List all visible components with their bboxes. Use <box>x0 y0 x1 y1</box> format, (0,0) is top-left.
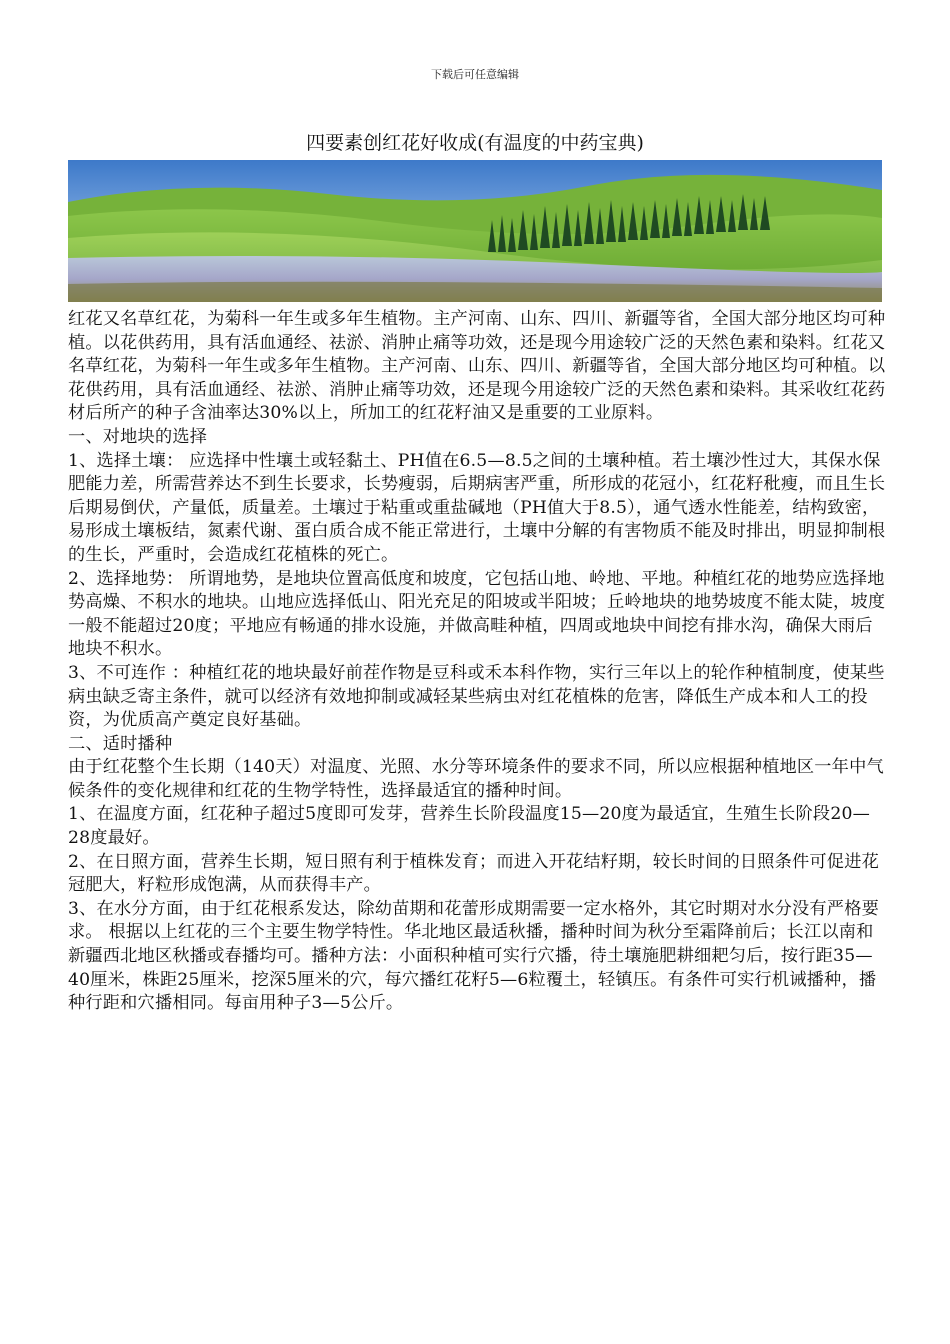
paragraph-intro: 红花又名草红花，为菊科一年生或多年生植物。主产河南、山东、四川、新疆等省，全国大部分地区均可种植。以花供药用，具有活血通经、祛淤、消肿止痛等功效，还是现今用途较广泛的天然色素和染料。红花又名草红花，为菊科一年生或多年生植物。主产河南、山东、四川、新疆等省，全国大部分地区均可种植。以花供药用，具有活血通经、祛淤、消肿止痛等功效，还是现今用途较广泛的天然色素和染料。其采收红花药材后所产的种子含油率达30%以上，所加工的红花籽油又是重要的工业原料。 <box>68 309 886 424</box>
article-title: 四要素创红花好收成(有温度的中药宝典) <box>306 132 644 154</box>
paragraph-soil: 1、选择土壤： 应选择中性壤土或轻黏土、PH值在6.5—8.5之间的土壤种植。若土壤沙性过大，其保水保肥能力差，所需营养达不到生长要求，长势瘦弱，后期病害严重，所形成的花冠小，红花籽秕瘦，而且生长后期易倒伏，产量低，质量差。土壤过于粘重或重盐碱地（PH值大于8.5），通气透水性能差，结构致密，易形成土壤板结，氮素代谢、蛋白质合成不能正常进行，土壤中分解的有害物质不能及时排出，明显抑制根的生长，严重时，会造成红花植株的死亡。 <box>68 450 886 565</box>
section-heading-land: 一、对地块的选择 <box>68 426 208 447</box>
paragraph-terrain: 2、选择地势： 所谓地势，是地块位置高低度和坡度，它包括山地、岭地、平地。种植红花的地势应选择地势高燥、不积水的地块。山地应选择低山、阳光充足的阳坡或半阳坡；丘岭地块的地势坡度不能太陡，坡度一般不能超过20度；平地应有畅通的排水设施，并做高畦种植，四周或地块中间挖有排水沟，确保大雨后地块不积水。 <box>68 568 886 660</box>
paragraph-sunlight: 2、在日照方面，营养生长期，短日照有利于植株发育；而进入开花结籽期，较长时间的日照条件可促进花冠肥大，籽粒形成饱满，从而获得丰产。 <box>68 851 879 896</box>
paragraph-temperature: 1、在温度方面，红花种子超过5度即可发芽，营养生长阶段温度15—20度为最适宜，生殖生长阶段20—28度最好。 <box>68 804 870 849</box>
article-body <box>68 308 886 1016</box>
paragraph-water: 3、在水分方面，由于红花根系发达，除幼苗期和花蕾形成期需要一定水格外，其它时期对水分没有严格要求。 根据以上红花的三个主要生物学特性。华北地区最适秋播，播种时间为秋分至霜降前后；长江以南和新疆西北地区秋播或春播均可。播种方法：小面积种植可实行穴播，待土壤施肥耕细耙匀后，按行距35—40厘米，株距25厘米，挖深5厘米的穴，每穴播红花籽5—6粒覆土，轻镇压。有条件可实行机诫播种，播种行距和穴播相同。每亩用种子3—5公斤。 <box>68 898 879 1014</box>
paragraph-sowing-intro: 由于红花整个生长期（140天）对温度、光照、水分等环境条件的要求不同，所以应根据种植地区一年中气候条件的变化规律和红花的生物学特性，选择最适宜的播种时间。 <box>68 757 884 801</box>
paragraph-rotation: 3、不可连作 ：种植红花的地块最好前茬作物是豆科或禾本科作物，实行三年以上的轮作种植制度，使某些病虫缺乏寄主条件，就可以经济有效地抑制或减轻某些病虫对红花植株的危害，降低生产成本和人工的投资，为优质高产奠定良好基础。 <box>68 662 885 731</box>
page-header: 下载后可任意编辑 <box>431 68 519 81</box>
landscape-banner-image <box>68 160 882 302</box>
section-heading-sowing: 二、适时播种 <box>68 733 173 754</box>
